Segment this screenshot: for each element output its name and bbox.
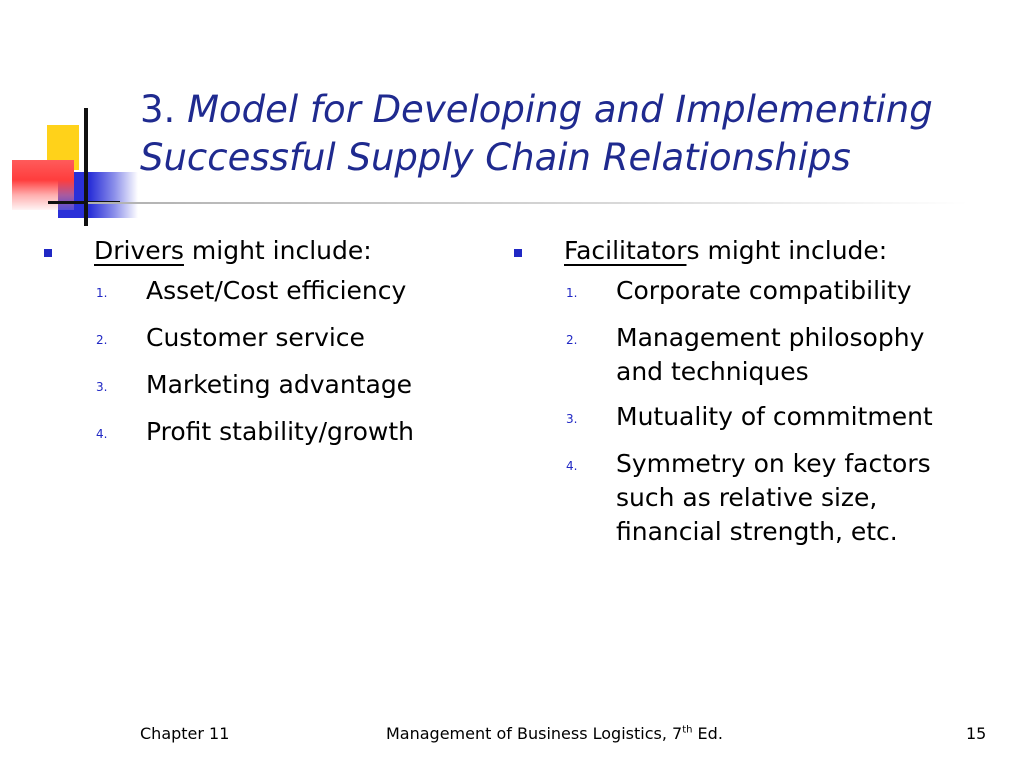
title-divider [88,202,968,204]
list-item-text: Asset/Cost efficiency [146,276,407,305]
facilitators-heading-text [564,234,887,268]
list-item [44,321,464,357]
footer-page-number: 15 [966,724,987,743]
drivers-list [44,274,464,451]
book-title-prefix: Management of Business Logistics, 7 [386,724,683,743]
list-item-text: Mutuality of commitment [616,402,933,431]
square-bullet-icon [44,249,52,257]
list-item-text: Symmetry on key factors such as relative size, financial strength, etc. [616,449,931,546]
list-number: 3. [96,380,108,394]
list-number: 2. [96,333,108,347]
vertical-line [84,108,88,226]
slide-logo-decoration [0,0,140,240]
facilitators-column [514,234,984,560]
title-text: Model for Developing and Implementing Successful Supply Chain Relationships [140,88,933,179]
drivers-heading-text [94,234,372,268]
slide-title [140,86,1000,182]
book-title-superscript: th [682,724,693,736]
list-number: 1. [566,286,578,300]
drivers-keyword: Drivers [94,236,184,265]
list-number: 4. [96,427,108,441]
list-item-text: Management philosophy and techniques [616,323,925,386]
drivers-column [44,234,464,462]
list-item [514,400,984,436]
list-item [514,274,984,310]
list-item [514,447,984,549]
list-item-text: Marketing advantage [146,370,413,399]
list-item [44,368,464,404]
drivers-heading-rest: might include: [183,236,372,265]
list-item-text: Corporate compatibility [616,276,912,305]
list-item [44,274,464,310]
facilitators-list [514,274,984,549]
list-number: 1. [96,286,108,300]
drivers-heading [44,234,464,268]
list-item-text: Customer service [146,323,365,352]
list-number: 3. [566,412,578,426]
list-item [44,415,464,451]
footer-book-title [386,724,723,744]
facilitators-heading [514,234,984,268]
footer-chapter: Chapter 11 [140,724,230,743]
book-title-suffix: Ed. [692,724,723,743]
list-number: 4. [566,459,578,473]
list-number: 2. [566,333,578,347]
list-item [514,321,984,389]
title-number: 3. [140,88,176,131]
list-item-text: Profit stability/growth [146,417,415,446]
facilitators-heading-rest: s might include: [686,236,888,265]
facilitators-keyword: Facilitator [564,236,687,265]
square-bullet-icon [514,249,522,257]
